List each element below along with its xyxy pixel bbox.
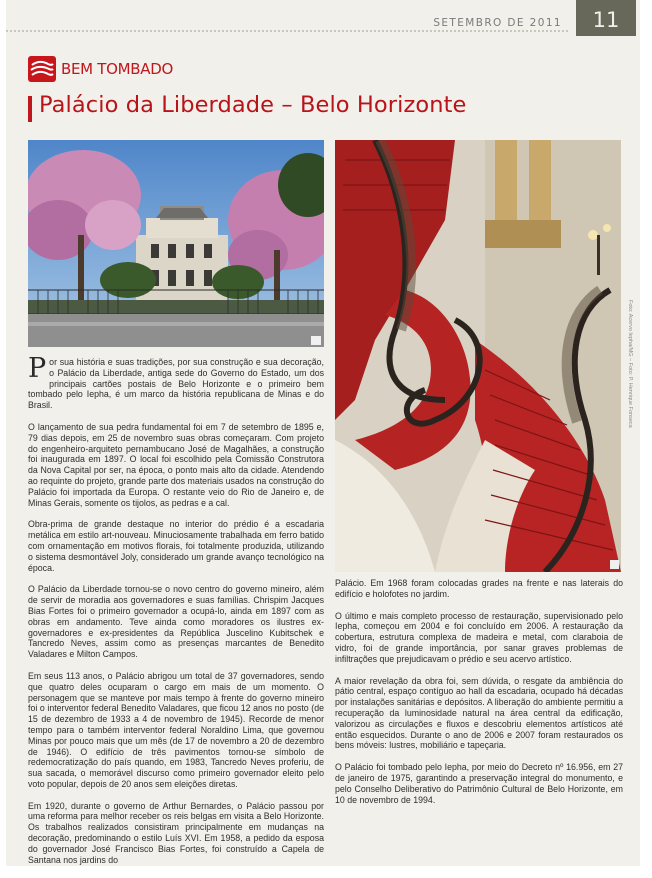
staircase-photo (335, 140, 621, 572)
paragraph: Em seus 113 anos, o Palácio abrigou um total de 37 governadores, sendo que quatro deles ocuparam o cargo em mais de um momento. O personagem que se manteve por mais tempo à frente do governo mineiro foi o interventor federal Benedito Valadares, que ficou 12 anos no posto (de 15 de dezembro de 1933 a 4 de novembro de 1945). Recorde de menor tempo para o também interventor federal Noraldino Lima, que governou Minas por pouco mais que um mês (de 17 de novembro a 20 de dezembro de 1946). O edifício de três pavimentos tornou-se símbolo de redemocratização do país quando, em 1983, Tancredo Neves proferiu, de sua sacada, o memorável discurso como primeiro governador eleito pelo voto popular, depois de 20 anos sem eleições diretas. (28, 670, 324, 789)
paragraph: Por sua história e suas tradições, por sua construção e sua decoração, o Palácio da Liberdade, antiga sede do Governo do Estado, um dos principais cartões postais de Belo Horizonte e o primeiro bem tombado pelo Iepha, é um marco da história republicana de Minas e do Brasil. (28, 353, 324, 411)
paragraph: Obra-prima de grande destaque no interior do prédio é a escadaria metálica em estilo art-nouveau. Minuciosamente trabalhada em ferro batido com ornamentação em motivos florais, foi totalmente produzida, utilizando o sistema desmontável Joly, considerado um grande avanço tecnológico na época. (28, 519, 324, 573)
paragraph: O último e mais completo processo de restauração, supervisionado pelo Iepha, começou em 2004 e foi concluído em 2006. A restauração da cobertura, estrutura complexa de madeira e metal, com claraboia de vidro, foi de grande importância, por sanar graves problemas de infiltrações que prejudicavam o prédio e seu acervo artístico. (335, 610, 623, 664)
paragraph: O lançamento de sua pedra fundamental foi em 7 de setembro de 1895 e, 79 dias depois, em 25 de novembro suas obras começaram. Com projeto do engenheiro-arquiteto pernambucano José de Magalhães, a construção foi inaugurada em 1897. O local foi escolhido pela Comissão Construtora da Nova Capital por ser, na época, o ponto mais alto da cidade. Atendendo ao requinte do projeto, grande parte dos materiais usados na construção do Palácio foi importada da Europa. O restante veio do Rio de Janeiro e, de Minas Gerais, somente os tijolos, as pedras e a cal. (28, 421, 324, 508)
page-number: 11 (576, 0, 636, 36)
paragraph: A maior revelação da obra foi, sem dúvida, o resgate da ambiência do pátio central, espaço contíguo ao hall da escadaria, ocupado há décadas por instalações sanitárias e depósitos. A liberação do ambiente permitiu a recuperação da luminosidade natural na área central da edificação, valorizou as circulações e fluxos e descobriu elementos artísticos até então esquecidos. Durante o ano de 2006 e 2007 foram restaurados os bens móveis: lustres, mobiliário e tapeçaria. (335, 675, 623, 751)
paragraph: Em 1920, durante o governo de Arthur Bernardes, o Palácio passou por uma reforma para melhor receber os reis belgas em visita a Belo Horizonte. Os trabalhos realizados consistiram principalmente em mudanças na decoração, predominando o estilo Luís XVI. Em 1958, a pedido da esposa do governador José Francisco Bias Fortes, foi construído a Capela de Santana nos jardins do (28, 800, 324, 865)
dropcap: P (28, 353, 47, 384)
bem-tombado-logo-icon (28, 56, 56, 82)
article-body-right (335, 578, 623, 816)
palace-facade-photo (28, 140, 324, 347)
magazine-page (6, 0, 640, 866)
paragraph: Palácio. Em 1968 foram colocadas grades na frente e nas laterais do edifício e holofotes no jardim. (335, 578, 623, 599)
issue-date: SETEMBRO DE 2011 (433, 17, 562, 29)
article-body-left (28, 353, 324, 876)
photo-credit: Foto: Acervo Iepha/MG – Foto: P. Henrique Fonseca (627, 300, 633, 428)
article-title: Palácio da Liberdade – Belo Horizonte (39, 92, 467, 118)
title-accent-bar (28, 96, 32, 122)
paragraph: O Palácio da Liberdade tornou-se o novo centro do governo mineiro, além de servir de moradia aos governadores e suas famílias. Chrispim Jacques Bias Fortes foi o primeiro governador a ocupá-lo, ainda em 1897 com as obras em andamento. Teve ainda como moradores os ilustres ex-governadores e ex-presidentes da República Juscelino Kubitschek e Tancredo Neves, assim como as presenças marcantes de Benedito Valadares e Milton Campos. (28, 584, 324, 660)
paragraph: O Palácio foi tombado pelo Iepha, por meio do Decreto nº 16.956, em 27 de janeiro de 1975, garantindo a preservação integral do monumento, e pelo Conselho Deliberativo do Patrimônio Cultural de Belo Horizonte, em 10 de novembro de 1994. (335, 762, 623, 805)
header-dotted-rule (6, 30, 568, 32)
page-header (6, 0, 640, 36)
section-name: BEM TOMBADO (61, 60, 173, 78)
